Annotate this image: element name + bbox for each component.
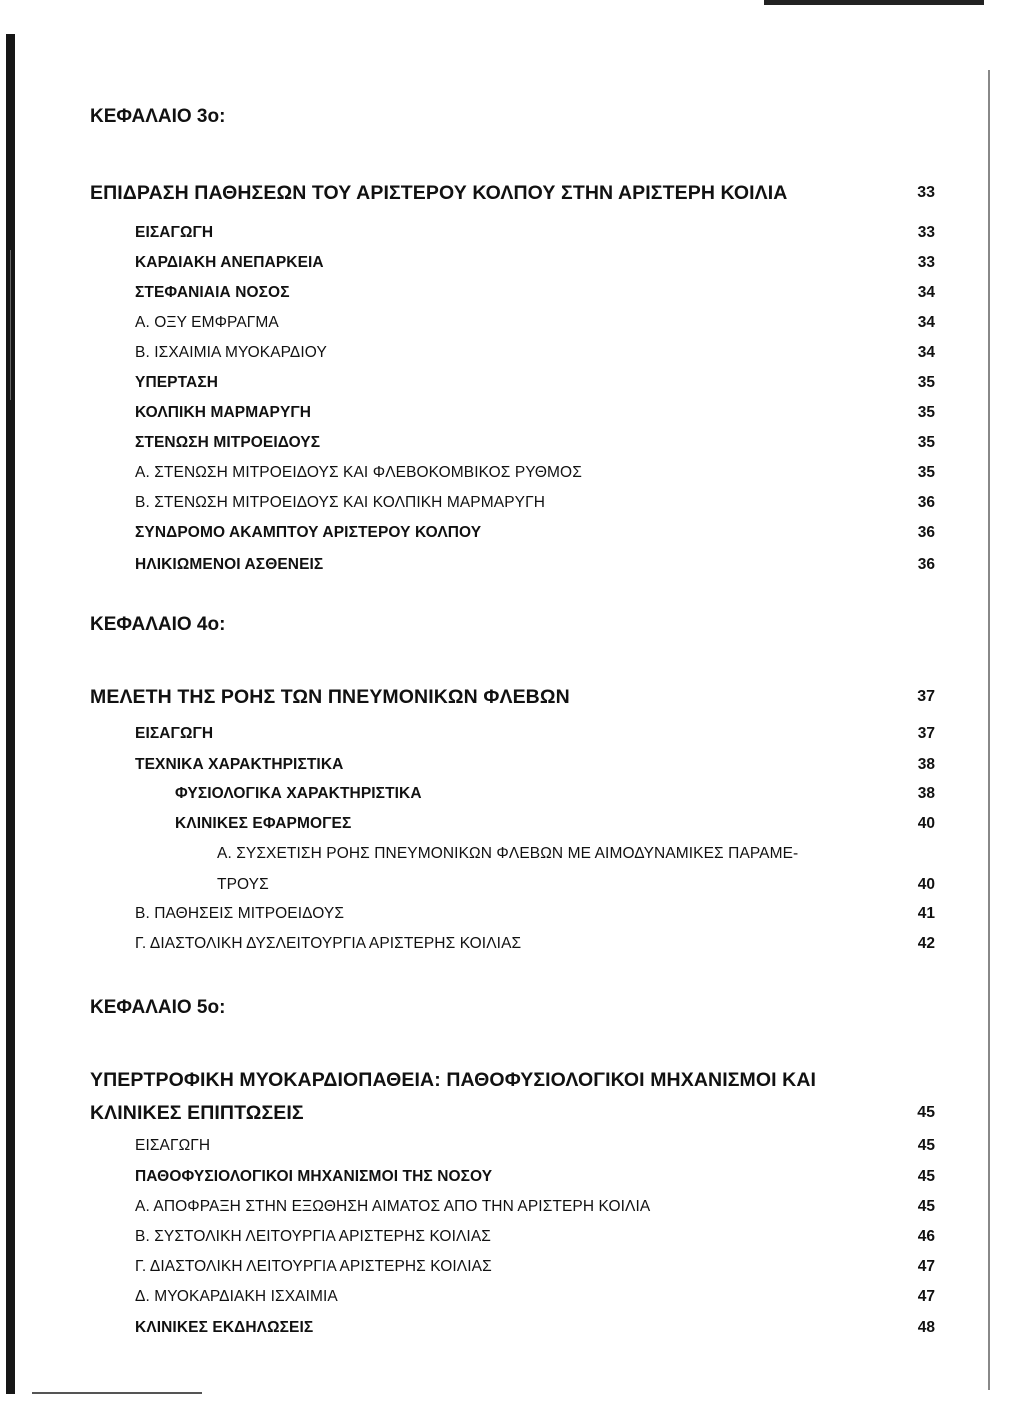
toc-entry-title: Α. ΟΞΥ ΕΜΦΡΑΓΜΑ bbox=[135, 314, 279, 331]
toc-entry-page: 47 bbox=[917, 1288, 935, 1305]
toc-entry-title: Α. ΣΤΕΝΩΣΗ ΜΙΤΡΟΕΙΔΟΥΣ ΚΑΙ ΦΛΕΒΟΚΟΜΒΙΚΟΣ ΡΥΘΜΟΣ bbox=[135, 464, 582, 481]
toc-entry-page: 45 bbox=[917, 1198, 935, 1215]
toc-entry[interactable] bbox=[135, 278, 935, 308]
toc-entry-page: 42 bbox=[917, 935, 935, 952]
toc-entry-title: ΣΥΝΔΡΟΜΟ ΑΚΑΜΠΤΟΥ ΑΡΙΣΤΕΡΟΥ ΚΟΛΠΟΥ bbox=[135, 524, 482, 541]
toc-entry-title: Β. ΣΥΣΤΟΛΙΚΗ ΛΕΙΤΟΥΡΓΙΑ ΑΡΙΣΤΕΡΗΣ ΚΟΙΛΙΑΣ bbox=[135, 1228, 491, 1245]
chapter-5-heading-title-line1: ΥΠΕΡΤΡΟΦΙΚΗ ΜΥΟΚΑΡΔΙΟΠΑΘΕΙΑ: ΠΑΘΟΦΥΣΙΟΛΟΓΙΚΟΙ ΜΗΧΑΝΙΣΜΟΙ ΚΑΙ bbox=[90, 1068, 817, 1091]
chapter-4-label: ΚΕΦΑΛΑΙΟ 4ο: bbox=[90, 614, 226, 635]
toc-entry[interactable] bbox=[135, 218, 935, 248]
toc-entry-title: ΥΠΕΡΤΑΣΗ bbox=[135, 374, 219, 391]
chapter-4-heading-title: ΜΕΛΕΤΗ ΤΗΣ ΡΟΗΣ ΤΩΝ ΠΝΕΥΜΟΝΙΚΩΝ ΦΛΕΒΩΝ bbox=[90, 685, 570, 708]
toc-entry-page: 40 bbox=[917, 815, 935, 832]
toc-entry-title: ΕΙΣΑΓΩΓΗ bbox=[135, 224, 214, 241]
toc-entry[interactable] bbox=[135, 899, 935, 929]
toc-entry[interactable] bbox=[135, 1162, 935, 1192]
toc-entry-title: ΗΛΙΚΙΩΜΕΝΟΙ ΑΣΘΕΝΕΙΣ bbox=[135, 556, 324, 573]
toc-entry-title: Β. ΠΑΘΗΣΕΙΣ ΜΙΤΡΟΕΙΔΟΥΣ bbox=[135, 905, 345, 922]
toc-entry-page: 33 bbox=[917, 224, 935, 241]
chapter-5-heading-page: 45 bbox=[917, 1104, 935, 1121]
toc-entry[interactable] bbox=[135, 1131, 935, 1161]
toc-entry-page: 35 bbox=[917, 374, 935, 391]
toc-entry-page: 34 bbox=[917, 314, 935, 331]
toc-entry-page: 34 bbox=[917, 344, 935, 361]
chapter-5-heading-title-line2: ΚΛΙΝΙΚΕΣ ΕΠΙΠΤΩΣΕΙΣ bbox=[90, 1101, 304, 1124]
toc-entry-title: ΤΕΧΝΙΚΑ ΧΑΡΑΚΤΗΡΙΣΤΙΚΑ bbox=[135, 756, 344, 773]
toc-entry-page: 36 bbox=[917, 494, 935, 511]
toc-entry-title: Β. ΣΤΕΝΩΣΗ ΜΙΤΡΟΕΙΔΟΥΣ ΚΑΙ ΚΟΛΠΙΚΗ ΜΑΡΜΑΡΥΓΗ bbox=[135, 494, 546, 511]
chapter-3-label: ΚΕΦΑΛΑΙΟ 3ο: bbox=[90, 106, 226, 127]
toc-entry-page: 45 bbox=[917, 1168, 935, 1185]
toc-entry-title: ΕΙΣΑΓΩΓΗ bbox=[135, 725, 214, 742]
toc-entry[interactable] bbox=[135, 338, 935, 368]
toc-entry-title: ΚΛΙΝΙΚΕΣ ΕΦΑΡΜΟΓΕΣ bbox=[175, 815, 352, 832]
toc-entry-title: Γ. ΔΙΑΣΤΟΛΙΚΗ ΛΕΙΤΟΥΡΓΙΑ ΑΡΙΣΤΕΡΗΣ ΚΟΙΛΙΑΣ bbox=[135, 1258, 492, 1275]
chapter-3-heading-title: ΕΠΙΔΡΑΣΗ ΠΑΘΗΣΕΩΝ ΤΟΥ ΑΡΙΣΤΕΡΟΥ ΚΟΛΠΟΥ ΣΤΗΝ ΑΡΙΣΤΕΡΗ ΚΟΙΛΙΑ bbox=[90, 181, 788, 204]
toc-entry[interactable] bbox=[135, 248, 935, 278]
chapter-4-heading[interactable] bbox=[90, 682, 935, 712]
toc-entry[interactable] bbox=[135, 1192, 935, 1222]
toc-entry-page: 38 bbox=[917, 785, 935, 802]
toc-entry[interactable] bbox=[135, 929, 935, 959]
chapter-4-heading-page: 37 bbox=[917, 688, 935, 705]
toc-entry-page: 46 bbox=[917, 1228, 935, 1245]
toc-entry-title: ΠΑΘΟΦΥΣΙΟΛΟΓΙΚΟΙ ΜΗΧΑΝΙΣΜΟΙ ΤΗΣ ΝΟΣΟΥ bbox=[135, 1168, 493, 1185]
toc-entry[interactable] bbox=[217, 870, 935, 900]
toc-entry-page: 35 bbox=[917, 464, 935, 481]
toc-entry-title: ΦΥΣΙΟΛΟΓΙΚΑ ΧΑΡΑΚΤΗΡΙΣΤΙΚΑ bbox=[175, 785, 422, 802]
toc-entry[interactable] bbox=[135, 518, 935, 548]
toc-entry-title: Δ. ΜΥΟΚΑΡΔΙΑΚΗ ΙΣΧΑΙΜΙΑ bbox=[135, 1288, 338, 1305]
toc-entry[interactable] bbox=[135, 428, 935, 458]
toc-entry[interactable] bbox=[135, 550, 935, 580]
toc-entry[interactable] bbox=[217, 839, 935, 869]
chapter-3-heading-page: 33 bbox=[917, 184, 935, 201]
toc-entry-title: ΕΙΣΑΓΩΓΗ bbox=[135, 1137, 211, 1154]
toc-entry-page: 45 bbox=[917, 1137, 935, 1154]
toc-entry-title: Α. ΑΠΟΦΡΑΞΗ ΣΤΗΝ ΕΞΩΘΗΣΗ ΑΙΜΑΤΟΣ ΑΠΟ ΤΗΝ ΑΡΙΣΤΕΡΗ ΚΟΙΛΙΑ bbox=[135, 1198, 651, 1215]
toc-entry-page: 48 bbox=[917, 1319, 935, 1336]
toc-entry[interactable] bbox=[175, 809, 935, 839]
toc-entry[interactable] bbox=[135, 398, 935, 428]
toc-entry-page: 40 bbox=[917, 876, 935, 893]
toc-entry-title: ΤΡΟΥΣ bbox=[217, 876, 269, 893]
toc-entry[interactable] bbox=[135, 1313, 935, 1343]
toc-entry-page: 37 bbox=[917, 725, 935, 742]
toc-entry-page: 35 bbox=[917, 404, 935, 421]
chapter-5-heading-line2[interactable] bbox=[90, 1098, 935, 1128]
chapter-3-heading[interactable] bbox=[90, 178, 935, 208]
toc-entry[interactable] bbox=[135, 1282, 935, 1312]
toc-entry-page: 38 bbox=[917, 756, 935, 773]
toc-entry-title: ΚΛΙΝΙΚΕΣ ΕΚΔΗΛΩΣΕΙΣ bbox=[135, 1319, 314, 1336]
toc-entry[interactable] bbox=[135, 1222, 935, 1252]
toc-entry-page: 41 bbox=[917, 905, 935, 922]
toc-entry[interactable] bbox=[175, 779, 935, 809]
toc-entry-title: ΚΟΛΠΙΚΗ ΜΑΡΜΑΡΥΓΗ bbox=[135, 404, 312, 421]
toc-entry-page: 36 bbox=[917, 524, 935, 541]
toc-entry-title: Γ. ΔΙΑΣΤΟΛΙΚΗ ΔΥΣΛΕΙΤΟΥΡΓΙΑ ΑΡΙΣΤΕΡΗΣ ΚΟΙΛΙΑΣ bbox=[135, 935, 522, 952]
toc-entry-title: ΣΤΕΝΩΣΗ ΜΙΤΡΟΕΙΔΟΥΣ bbox=[135, 434, 321, 451]
toc-entry-page: 34 bbox=[917, 284, 935, 301]
toc-entry[interactable] bbox=[135, 750, 935, 780]
toc-entry-page: 47 bbox=[917, 1258, 935, 1275]
toc-entry[interactable] bbox=[135, 308, 935, 338]
toc-entry-title: ΚΑΡΔΙΑΚΗ ΑΝΕΠΑΡΚΕΙΑ bbox=[135, 254, 324, 271]
toc-entry[interactable] bbox=[135, 368, 935, 398]
chapter-5-label: ΚΕΦΑΛΑΙΟ 5ο: bbox=[90, 997, 226, 1018]
chapter-5-heading-line1[interactable] bbox=[90, 1065, 935, 1095]
toc-entry-page: 35 bbox=[917, 434, 935, 451]
toc-entry-title: Α. ΣΥΣΧΕΤΙΣΗ ΡΟΗΣ ΠΝΕΥΜΟΝΙΚΩΝ ΦΛΕΒΩΝ ΜΕ ΑΙΜΟΔΥΝΑΜΙΚΕΣ ΠΑΡΑΜΕ- bbox=[217, 845, 799, 862]
toc-entry[interactable] bbox=[135, 488, 935, 518]
toc-entry-title: Β. ΙΣΧΑΙΜΙΑ ΜΥΟΚΑΡΔΙΟΥ bbox=[135, 344, 327, 361]
toc-entry[interactable] bbox=[135, 719, 935, 749]
toc-entry[interactable] bbox=[135, 1252, 935, 1282]
toc-entry[interactable] bbox=[135, 458, 935, 488]
toc-entry-title: ΣΤΕΦΑΝΙΑΙΑ ΝΟΣΟΣ bbox=[135, 284, 290, 301]
toc-entry-page: 36 bbox=[917, 556, 935, 573]
toc-entry-page: 33 bbox=[917, 254, 935, 271]
